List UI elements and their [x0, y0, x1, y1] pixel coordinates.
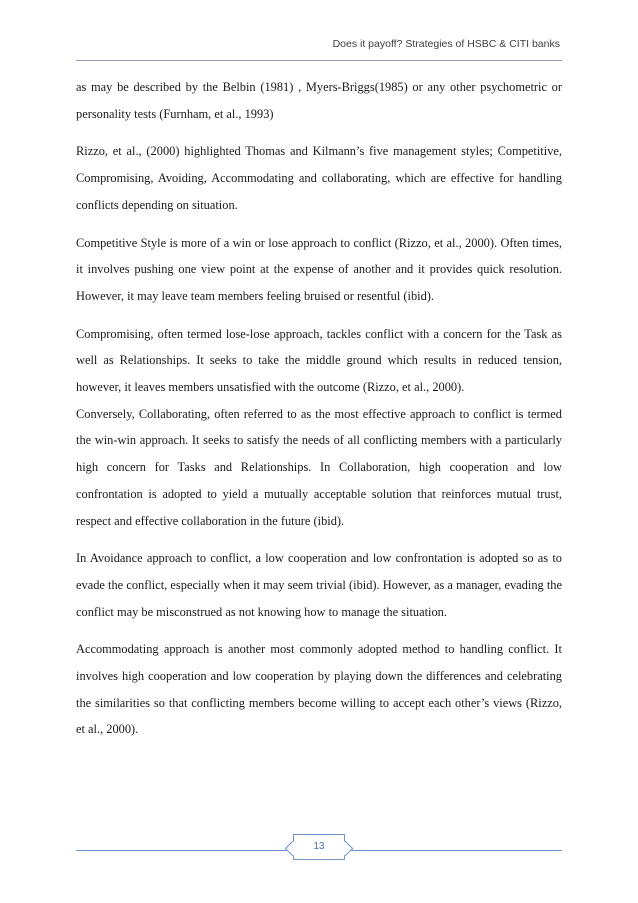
page-number: 13 — [313, 841, 325, 852]
paragraph: Compromising, often termed lose-lose approach, tackles conflict with a concern for the Task as well as Relationships. It seeks to take the middle ground which results in reduced tension, however, it leaves members unsatisfied with the outcome (Rizzo, et al., 2000). — [76, 326, 562, 395]
page-number-badge — [293, 834, 345, 860]
paragraph: Rizzo, et al., (2000) highlighted Thomas and Kilmann’s five management styles; Competitive, Compromising, Avoiding, Accommodating and collaborating, which are effective for handling conflicts depending on situation. — [76, 144, 562, 212]
paragraph: as may be described by the Belbin (1981) , Myers-Briggs(1985) or any other psychometric or personality tests (Furnham, et al., 1993) — [76, 80, 562, 121]
paragraph: Accommodating approach is another most commonly adopted method to handling conflict. It involves high cooperation and low cooperation by playing down the differences and celebrating the similarities so that conflicting members become willing to accept each other’s views (Rizzo, et al., 2000). — [76, 642, 562, 737]
paragraph: Competitive Style is more of a win or lose approach to conflict (Rizzo, et al., 2000). Often times, it involves pushing one view point at the expense of another and it provides quick resolution. However, it may leave team members feeling bruised or resentful (ibid). — [76, 235, 562, 303]
paragraph: In Avoidance approach to conflict, a low cooperation and low confrontation is adopted so as to evade the conflict, especially when it may seem trivial (ibid). However, as a manager, evading the conflict may be misconstrued as not knowing how to manage the situation. — [76, 551, 562, 619]
body-text — [76, 74, 562, 754]
running-header: Does it payoff? Strategies of HSBC & CITI banks — [332, 38, 560, 50]
paragraph: Conversely, Collaborating, often referred to as the most effective approach to conflict is termed the win-win approach. It seeks to satisfy the needs of all conflicting members with a particularly high concern for Tasks and Relationships. In Collaboration, high cooperation and low confrontation is adopted to yield a mutually acceptable solution that reinforces mutual trust, respect and effective collaboration in the future (ibid). — [76, 406, 562, 528]
header-divider — [76, 60, 562, 61]
